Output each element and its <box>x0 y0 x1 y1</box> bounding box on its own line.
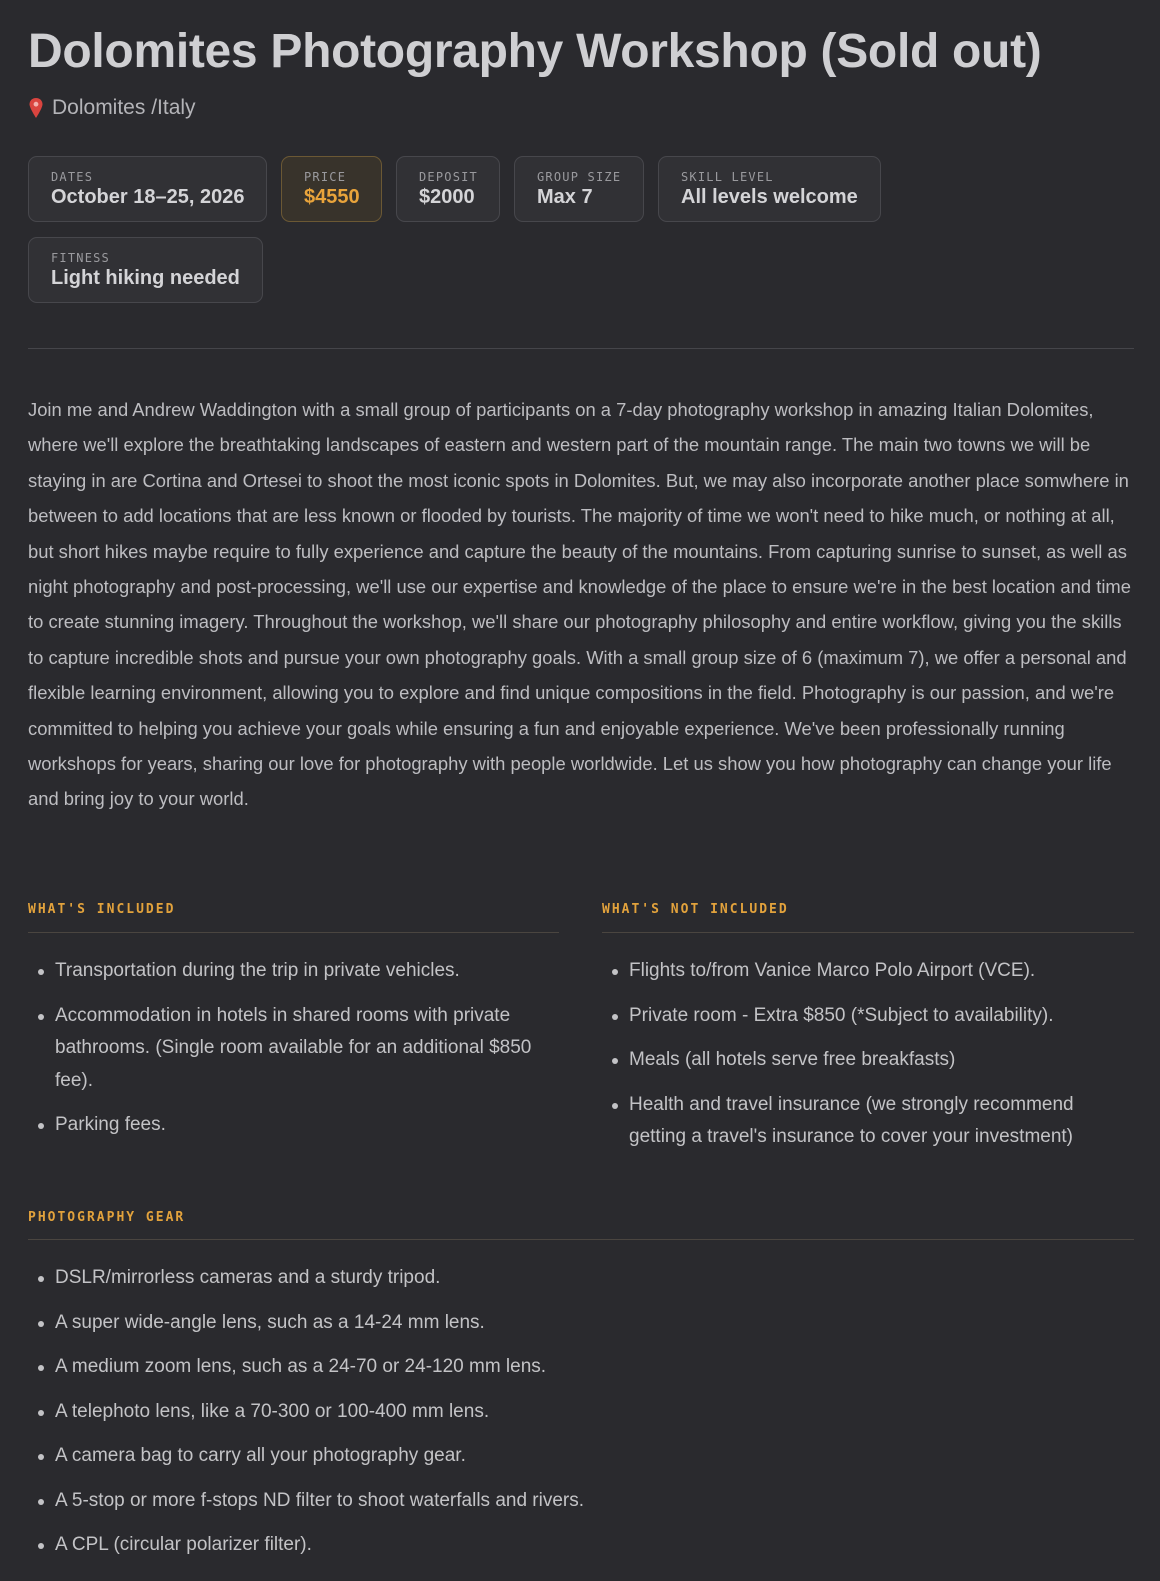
fitness-value: Light hiking needed <box>51 267 240 289</box>
dates-chip <box>28 156 267 222</box>
list-item: A 5-stop or more f-stops ND filter to shoot waterfalls and rivers. <box>28 1485 1134 1518</box>
map-pin-icon <box>28 97 44 119</box>
fitness-chip <box>28 237 263 303</box>
included-list <box>28 955 559 1154</box>
gear-list <box>28 1262 1134 1574</box>
group-size-chip <box>514 156 644 222</box>
location-text: Dolomites /Italy <box>52 96 196 119</box>
not-included-divider <box>602 932 1134 933</box>
list-item: Accommodation in hotels in shared rooms with private bathrooms. (Single room available for an additional $850 fee). <box>28 1000 559 1098</box>
deposit-label: DEPOSIT <box>419 170 478 184</box>
dates-value: October 18–25, 2026 <box>51 186 245 208</box>
fitness-label: FITNESS <box>51 251 110 265</box>
gear-heading: PHOTOGRAPHY GEAR <box>28 1210 186 1225</box>
list-item: A camera bag to carry all your photography gear. <box>28 1440 1134 1473</box>
price-label: PRICE <box>304 170 347 184</box>
list-item: Flights to/from Vanice Marco Polo Airport (VCE). <box>602 955 1134 988</box>
list-item: Parking fees. <box>28 1109 559 1142</box>
list-item: A CPL (circular polarizer filter). <box>28 1529 1134 1562</box>
list-item: A medium zoom lens, such as a 24-70 or 24-120 mm lens. <box>28 1351 1134 1384</box>
price-value: $4550 <box>304 186 360 208</box>
price-chip <box>281 156 382 222</box>
included-divider <box>28 932 559 933</box>
included-heading: WHAT'S INCLUDED <box>28 902 176 917</box>
list-item: A super wide-angle lens, such as a 14-24 mm lens. <box>28 1307 1134 1340</box>
group-size-label: GROUP SIZE <box>537 170 622 184</box>
list-item: Transportation during the trip in private vehicles. <box>28 955 559 988</box>
list-item: Health and travel insurance (we strongly recommend getting a travel's insurance to cover your investment) <box>602 1089 1134 1154</box>
page-title: Dolomites Photography Workshop (Sold out) <box>28 25 1042 78</box>
not-included-list <box>602 955 1134 1166</box>
list-item: Meals (all hotels serve free breakfasts) <box>602 1044 1134 1077</box>
section-divider <box>28 348 1134 349</box>
skill-level-chip <box>658 156 881 222</box>
not-included-heading: WHAT'S NOT INCLUDED <box>602 902 789 917</box>
deposit-chip <box>396 156 500 222</box>
dates-label: DATES <box>51 170 94 184</box>
location <box>28 96 196 120</box>
group-size-value: Max 7 <box>537 186 593 208</box>
list-item: A telephoto lens, like a 70-300 or 100-400 mm lens. <box>28 1396 1134 1429</box>
list-item: DSLR/mirrorless cameras and a sturdy tripod. <box>28 1262 1134 1295</box>
list-item: Private room - Extra $850 (*Subject to availability). <box>602 1000 1134 1033</box>
skill-level-label: SKILL LEVEL <box>681 170 774 184</box>
skill-level-value: All levels welcome <box>681 186 858 208</box>
workshop-description: Join me and Andrew Waddington with a small group of participants on a 7-day photography workshop in amazing Italian Dolomites, where we'll explore the breathtaking landscapes of eastern and western part of the mountain range. The main two towns we will be staying in are Cortina and Ortesei to shoot the most iconic spots in Dolomites. But, we may also incorporate another place somwhere in between to add locations that are less known or flooded by tourists. The majority of time we won't need to hike much, or nothing at all, but short hikes maybe require to fully experience and capture the beauty of the mountains. From capturing sunrise to sunset, as well as night photography and post-processing, we'll use our expertise and knowledge of the place to ensure we're in the best location and time to create stunning imagery. Throughout the workshop, we'll share our photography philosophy and entire workflow, giving you the skills to capture incredible shots and pursue your own photography goals. With a small group size of 6 (maximum 7), we offer a personal and flexible learning environment, allowing you to explore and find unique compositions in the field. Photography is our passion, and we're committed to helping you achieve your goals while ensuring a fun and enjoyable experience. We've been professionally running workshops for years, sharing our love for photography with people worldwide. Let us show you how photography can change your life and bring joy to your world. <box>28 399 1131 810</box>
deposit-value: $2000 <box>419 186 475 208</box>
gear-divider <box>28 1239 1134 1240</box>
